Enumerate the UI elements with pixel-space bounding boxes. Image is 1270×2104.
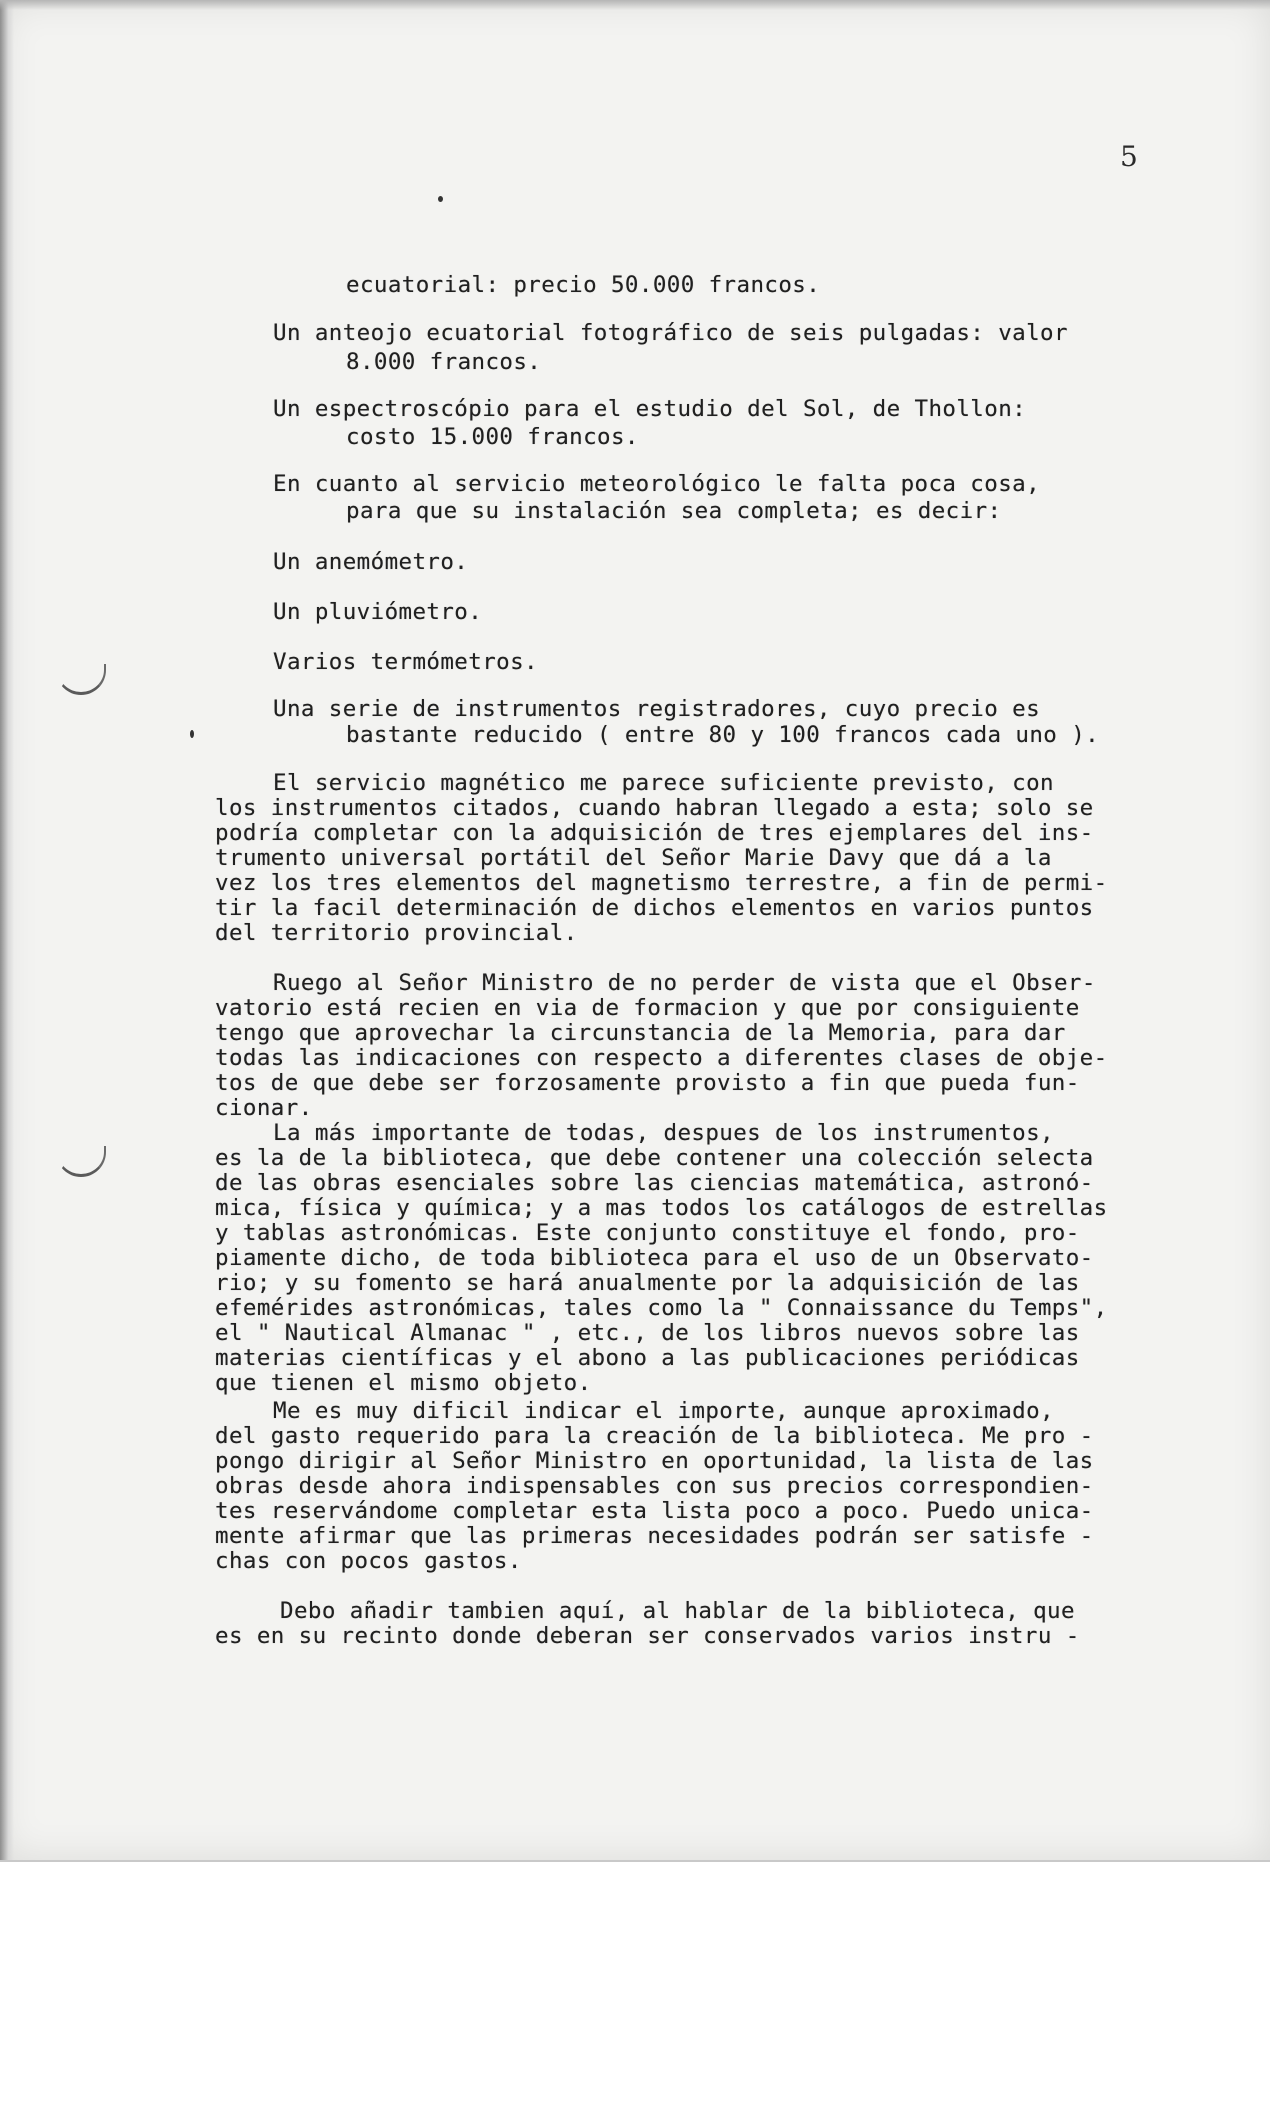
page-top-shadow xyxy=(0,0,1270,10)
text-line: del gasto requerido para la creación de la biblioteca. Me pro - xyxy=(215,1423,1094,1449)
ink-speck xyxy=(438,196,443,202)
ink-speck xyxy=(190,730,194,738)
text-line: Una serie de instrumentos registradores, cuyo precio es xyxy=(273,696,1041,722)
text-line: tes reservándome completar esta lista poco a poco. Puedo unica- xyxy=(215,1498,1094,1524)
text-line: piamente dicho, de toda biblioteca para el uso de un Observato- xyxy=(215,1245,1094,1271)
text-line: y tablas astronómicas. Este conjunto constituye el fondo, pro- xyxy=(215,1220,1080,1246)
text-line: tengo que aprovechar la circunstancia de la Memoria, para dar xyxy=(215,1020,1066,1046)
text-line: La más importante de todas, despues de los instrumentos, xyxy=(273,1120,1054,1146)
text-line: obras desde ahora indispensables con sus precios correspondien- xyxy=(215,1473,1094,1499)
text-line: todas las indicaciones con respecto a diferentes clases de obje- xyxy=(215,1045,1108,1071)
text-line: 8.000 francos. xyxy=(346,349,542,375)
text-line: En cuanto al servicio meteorológico le falta poca cosa, xyxy=(273,471,1041,497)
text-line: materias científicas y el abono a las publicaciones periódicas xyxy=(215,1345,1080,1371)
text-line: tir la facil determinación de dichos elementos en varios puntos xyxy=(215,895,1094,921)
text-line: Un anemómetro. xyxy=(273,549,469,575)
text-line: chas con pocos gastos. xyxy=(215,1548,522,1574)
text-line: vez los tres elementos del magnetismo terrestre, a fin de permi- xyxy=(215,870,1108,896)
text-line: efemérides astronómicas, tales como la " Connaissance du Temps", xyxy=(215,1295,1108,1321)
text-line: trumento universal portátil del Señor Marie Davy que dá a la xyxy=(215,845,1052,871)
text-line: vatorio está recien en via de formacion y que por consiguiente xyxy=(215,995,1080,1021)
punch-hole-mark xyxy=(56,1146,106,1177)
text-line: rio; y su fomento se hará anualmente por la adquisición de las xyxy=(215,1270,1080,1296)
text-line: que tienen el mismo objeto. xyxy=(215,1370,592,1396)
text-line: los instrumentos citados, cuando habran llegado a esta; solo se xyxy=(215,795,1094,821)
page-number: 5 xyxy=(1120,140,1138,173)
text-line: mente afirmar que las primeras necesidades podrán ser satisfe - xyxy=(215,1523,1094,1549)
text-line: podría completar con la adquisición de tres ejemplares del ins- xyxy=(215,820,1094,846)
text-line: El servicio magnético me parece suficiente previsto, con xyxy=(273,770,1054,796)
text-line: costo 15.000 francos. xyxy=(346,424,639,450)
text-line: Ruego al Señor Ministro de no perder de vista que el Obser- xyxy=(273,970,1096,996)
text-line: tos de que debe ser forzosamente provisto a fin que pueda fun- xyxy=(215,1070,1080,1096)
text-line: es la de la biblioteca, que debe contener una colección selecta xyxy=(215,1145,1094,1171)
text-line: mica, física y química; y a mas todos los catálogos de estrellas xyxy=(215,1195,1108,1221)
text-line: ecuatorial: precio 50.000 francos. xyxy=(346,272,821,298)
text-line: bastante reducido ( entre 80 y 100 francos cada uno ). xyxy=(346,722,1100,748)
text-line: es en su recinto donde deberan ser conservados varios instru - xyxy=(215,1623,1080,1649)
text-line: del territorio provincial. xyxy=(215,920,578,946)
page-edge-shadow xyxy=(0,0,14,1860)
text-line: el " Nautical Almanac " , etc., de los libros nuevos sobre las xyxy=(215,1320,1080,1346)
text-line: Un anteojo ecuatorial fotográfico de seis pulgadas: valor xyxy=(273,320,1068,346)
text-line: Un pluviómetro. xyxy=(273,599,483,625)
text-line: Varios termómetros. xyxy=(273,649,538,675)
text-line: cionar. xyxy=(215,1095,313,1121)
text-line: Un espectroscópio para el estudio del Sol, de Thollon: xyxy=(273,396,1027,422)
text-line: para que su instalación sea completa; es decir: xyxy=(346,498,1002,524)
text-line: Debo añadir tambien aquí, al hablar de la biblioteca, que xyxy=(280,1598,1075,1624)
punch-hole-mark xyxy=(56,664,106,695)
text-line: Me es muy dificil indicar el importe, aunque aproximado, xyxy=(273,1398,1054,1424)
text-line: pongo dirigir al Señor Ministro en oportunidad, la lista de las xyxy=(215,1448,1094,1474)
text-line: de las obras esenciales sobre las ciencias matemática, astronó- xyxy=(215,1170,1094,1196)
